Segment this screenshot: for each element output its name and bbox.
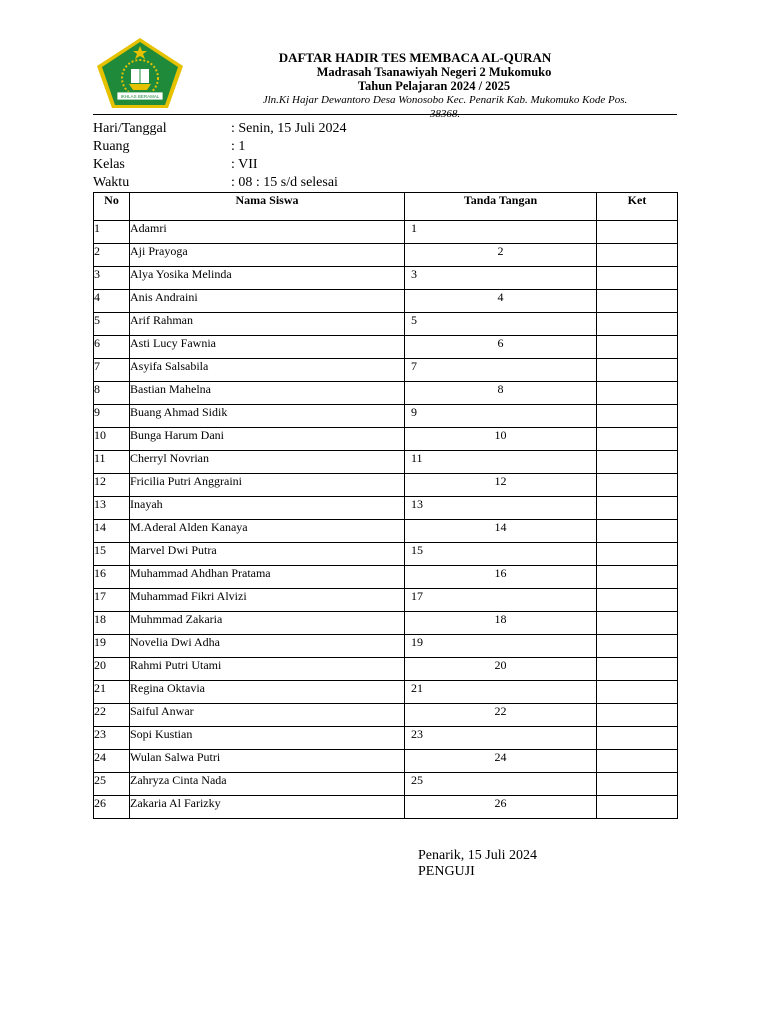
student-name: Asti Lucy Fawnia <box>130 336 405 359</box>
student-name: Buang Ahmad Sidik <box>130 405 405 428</box>
signature-cell: 25 <box>405 773 597 796</box>
table-row <box>94 750 678 773</box>
signature-cell: 24 <box>405 750 597 773</box>
row-number: 10 <box>94 428 130 451</box>
row-number: 11 <box>94 451 130 474</box>
student-name: Muhammad Fikri Alvizi <box>130 589 405 612</box>
info-label: Hari/Tanggal <box>93 121 167 136</box>
row-number: 3 <box>94 267 130 290</box>
row-number: 16 <box>94 566 130 589</box>
student-name: Bunga Harum Dani <box>130 428 405 451</box>
row-number: 9 <box>94 405 130 428</box>
student-name: Wulan Salwa Putri <box>130 750 405 773</box>
remark-cell <box>597 382 678 405</box>
remark-cell <box>597 336 678 359</box>
attendance-table <box>93 192 678 819</box>
student-name: Alya Yosika Melinda <box>130 267 405 290</box>
examiner-title: PENGUJI <box>418 864 475 879</box>
header-tanda-tangan: Tanda Tangan <box>405 193 597 221</box>
table-row <box>94 520 678 543</box>
info-row-class <box>93 156 347 174</box>
row-number: 5 <box>94 313 130 336</box>
info-label: Ruang <box>93 139 130 154</box>
table-row <box>94 267 678 290</box>
table-row <box>94 313 678 336</box>
info-row-time <box>93 174 347 192</box>
document-title: DAFTAR HADIR TES MEMBACA AL-QURAN <box>278 50 552 65</box>
student-name: Zakaria Al Farizky <box>130 796 405 819</box>
info-label: Kelas <box>93 157 125 172</box>
remark-cell <box>597 520 678 543</box>
row-number: 21 <box>94 681 130 704</box>
remark-cell <box>597 497 678 520</box>
signature-cell: 13 <box>405 497 597 520</box>
row-number: 26 <box>94 796 130 819</box>
remark-cell <box>597 221 678 244</box>
info-row-room <box>93 138 347 156</box>
row-number: 1 <box>94 221 130 244</box>
table-row <box>94 704 678 727</box>
table-row <box>94 497 678 520</box>
remark-cell <box>597 635 678 658</box>
row-number: 24 <box>94 750 130 773</box>
remark-cell <box>597 267 678 290</box>
kemenag-logo <box>95 36 185 110</box>
row-number: 23 <box>94 727 130 750</box>
remark-cell <box>597 750 678 773</box>
remark-cell <box>597 773 678 796</box>
remark-cell <box>597 474 678 497</box>
signature-cell: 14 <box>405 520 597 543</box>
table-row <box>94 474 678 497</box>
row-number: 18 <box>94 612 130 635</box>
signature-cell: 16 <box>405 566 597 589</box>
row-number: 22 <box>94 704 130 727</box>
remark-cell <box>597 451 678 474</box>
place-date: Penarik, 15 Juli 2024 <box>418 848 537 863</box>
table-header-row <box>94 193 678 221</box>
table-row <box>94 290 678 313</box>
signature-cell: 19 <box>405 635 597 658</box>
signature-cell: 9 <box>405 405 597 428</box>
header-nama-siswa: Nama Siswa <box>130 193 405 221</box>
info-label: Waktu <box>93 175 130 190</box>
letterhead <box>190 50 640 121</box>
remark-cell <box>597 359 678 382</box>
signature-cell: 15 <box>405 543 597 566</box>
remark-cell <box>597 290 678 313</box>
signature-cell: 23 <box>405 727 597 750</box>
row-number: 4 <box>94 290 130 313</box>
table-row <box>94 681 678 704</box>
signature-cell: 12 <box>405 474 597 497</box>
signature-cell: 5 <box>405 313 597 336</box>
info-value: : 1 <box>231 139 246 154</box>
table-row <box>94 244 678 267</box>
remark-cell <box>597 658 678 681</box>
signature-block <box>418 848 537 880</box>
row-number: 13 <box>94 497 130 520</box>
remark-cell <box>597 589 678 612</box>
student-name: Regina Oktavia <box>130 681 405 704</box>
student-name: Saiful Anwar <box>130 704 405 727</box>
table-row <box>94 589 678 612</box>
info-value: : VII <box>231 157 258 172</box>
remark-cell <box>597 543 678 566</box>
row-number: 6 <box>94 336 130 359</box>
student-name: Bastian Mahelna <box>130 382 405 405</box>
remark-cell <box>597 428 678 451</box>
table-row <box>94 405 678 428</box>
info-value: : Senin, 15 Juli 2024 <box>231 121 347 136</box>
remark-cell <box>597 244 678 267</box>
table-row <box>94 773 678 796</box>
exam-info <box>93 120 347 192</box>
signature-cell: 7 <box>405 359 597 382</box>
signature-cell: 18 <box>405 612 597 635</box>
row-number: 8 <box>94 382 130 405</box>
signature-cell: 17 <box>405 589 597 612</box>
school-name: Madrasah Tsanawiyah Negeri 2 Mukomuko <box>316 65 552 79</box>
table-row <box>94 796 678 819</box>
table-row <box>94 359 678 382</box>
student-name: Sopi Kustian <box>130 727 405 750</box>
student-name: Marvel Dwi Putra <box>130 543 405 566</box>
table-row <box>94 566 678 589</box>
student-name: Arif Rahman <box>130 313 405 336</box>
row-number: 14 <box>94 520 130 543</box>
signature-cell: 1 <box>405 221 597 244</box>
student-name: Cherryl Novrian <box>130 451 405 474</box>
student-name: Inayah <box>130 497 405 520</box>
row-number: 12 <box>94 474 130 497</box>
student-name: Novelia Dwi Adha <box>130 635 405 658</box>
remark-cell <box>597 727 678 750</box>
student-name: Adamri <box>130 221 405 244</box>
signature-cell: 20 <box>405 658 597 681</box>
academic-year: Tahun Pelajaran 2024 / 2025 <box>357 79 511 93</box>
signature-cell: 8 <box>405 382 597 405</box>
table-row <box>94 428 678 451</box>
student-name: Rahmi Putri Utami <box>130 658 405 681</box>
header-no: No <box>94 193 130 221</box>
signature-cell: 22 <box>405 704 597 727</box>
row-number: 2 <box>94 244 130 267</box>
remark-cell <box>597 405 678 428</box>
student-name: Fricilia Putri Anggraini <box>130 474 405 497</box>
info-row-date <box>93 120 347 138</box>
student-name: Anis Andraini <box>130 290 405 313</box>
signature-cell: 3 <box>405 267 597 290</box>
signature-cell: 11 <box>405 451 597 474</box>
student-name: Muhmmad Zakaria <box>130 612 405 635</box>
row-number: 20 <box>94 658 130 681</box>
student-name: Muhammad Ahdhan Pratama <box>130 566 405 589</box>
signature-cell: 26 <box>405 796 597 819</box>
info-value: : 08 : 15 s/d selesai <box>231 175 338 190</box>
remark-cell <box>597 566 678 589</box>
signature-cell: 10 <box>405 428 597 451</box>
remark-cell <box>597 612 678 635</box>
remark-cell <box>597 681 678 704</box>
table-row <box>94 382 678 405</box>
signature-cell: 6 <box>405 336 597 359</box>
row-number: 17 <box>94 589 130 612</box>
header-divider <box>93 114 677 115</box>
student-name: Aji Prayoga <box>130 244 405 267</box>
signature-cell: 21 <box>405 681 597 704</box>
student-name: Zahryza Cinta Nada <box>130 773 405 796</box>
table-row <box>94 612 678 635</box>
table-row <box>94 727 678 750</box>
table-row <box>94 658 678 681</box>
row-number: 15 <box>94 543 130 566</box>
remark-cell <box>597 704 678 727</box>
table-row <box>94 221 678 244</box>
table-row <box>94 336 678 359</box>
student-name: Asyifa Salsabila <box>130 359 405 382</box>
header-ket: Ket <box>597 193 678 221</box>
signature-cell: 2 <box>405 244 597 267</box>
row-number: 19 <box>94 635 130 658</box>
logo-banner-text: IKHLAS BERAMAL <box>120 94 160 99</box>
table-row <box>94 635 678 658</box>
school-address: Jln.Ki Hajar Dewantoro Desa Wonosobo Kec. Penarik Kab. Mukomuko Kode Pos. 38368. <box>262 94 628 120</box>
row-number: 25 <box>94 773 130 796</box>
signature-cell: 4 <box>405 290 597 313</box>
remark-cell <box>597 796 678 819</box>
table-row <box>94 543 678 566</box>
row-number: 7 <box>94 359 130 382</box>
remark-cell <box>597 313 678 336</box>
table-row <box>94 451 678 474</box>
student-name: M.Aderal Alden Kanaya <box>130 520 405 543</box>
